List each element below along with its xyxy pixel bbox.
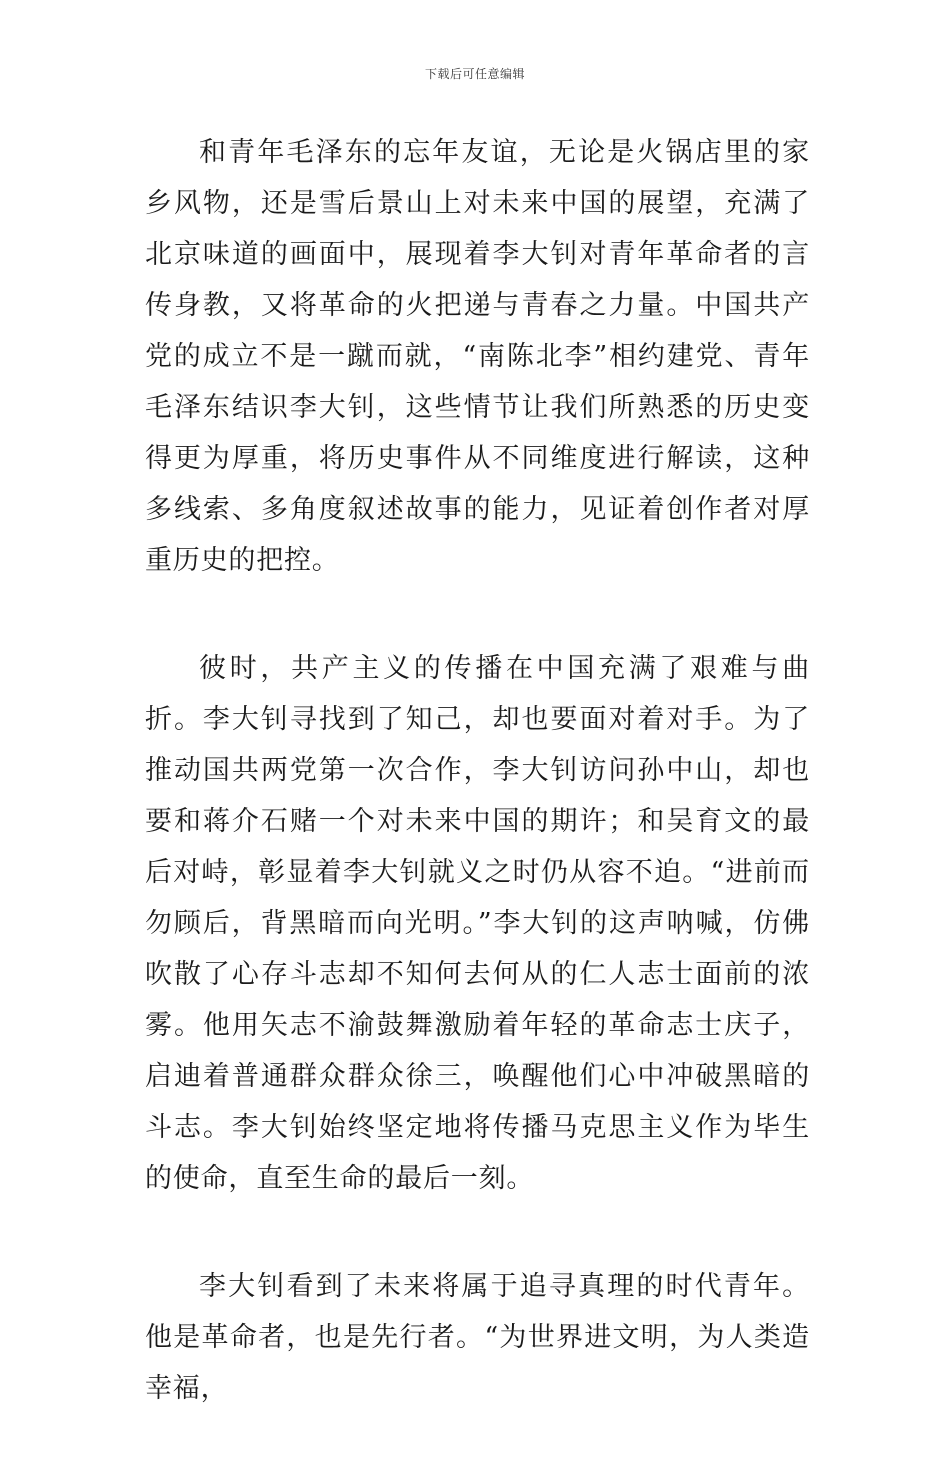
paragraph-3: 李大钊看到了未来将属于追寻真理的时代青年。他是革命者，也是先行者。“为世界进文明，为人类造幸福， — [145, 1271, 810, 1404]
paragraph-2: 彼时，共产主义的传播在中国充满了艰难与曲折。李大钊寻找到了知己，却也要面对着对手。为了推动国共两党第一次合作，李大钊访问孙中山，却也要和蒋介石赌一个对未来中国的期许；和吴育文的最后对峙，彰显着李大钊就义之时仍从容不迫。“进前而勿顾后，背黑暗而向光明。”李大钊的这声呐喊，仿佛吹散了心存斗志却不知何去何从的仁人志士面前的浓雾。他用矢志不渝鼓舞激励着年轻的革命志士庆子，启迪着普通群众群众徐三，唤醒他们心中冲破黑暗的斗志。李大钊始终坚定地将传播马克思主义作为毕生的使命，直至生命的最后一刻。 — [145, 653, 810, 1194]
header-note: 下载后可任意编辑 — [424, 67, 525, 81]
paragraph-1: 和青年毛泽东的忘年友谊，无论是火锅店里的家乡风物，还是雪后景山上对未来中国的展望，充满了北京味道的画面中，展现着李大钊对青年革命者的言传身教，又将革命的火把递与青春之力量。中国共产党的成立不是一蹴而就，“南陈北李”相约建党、青年毛泽东结识李大钊，这些情节让我们所熟悉的历史变得更为厚重，将历史事件从不同维度进行解读，这种多线索、多角度叙述故事的能力，见证着创作者对厚重历史的把控。 — [145, 137, 810, 576]
body-text — [145, 127, 810, 1471]
